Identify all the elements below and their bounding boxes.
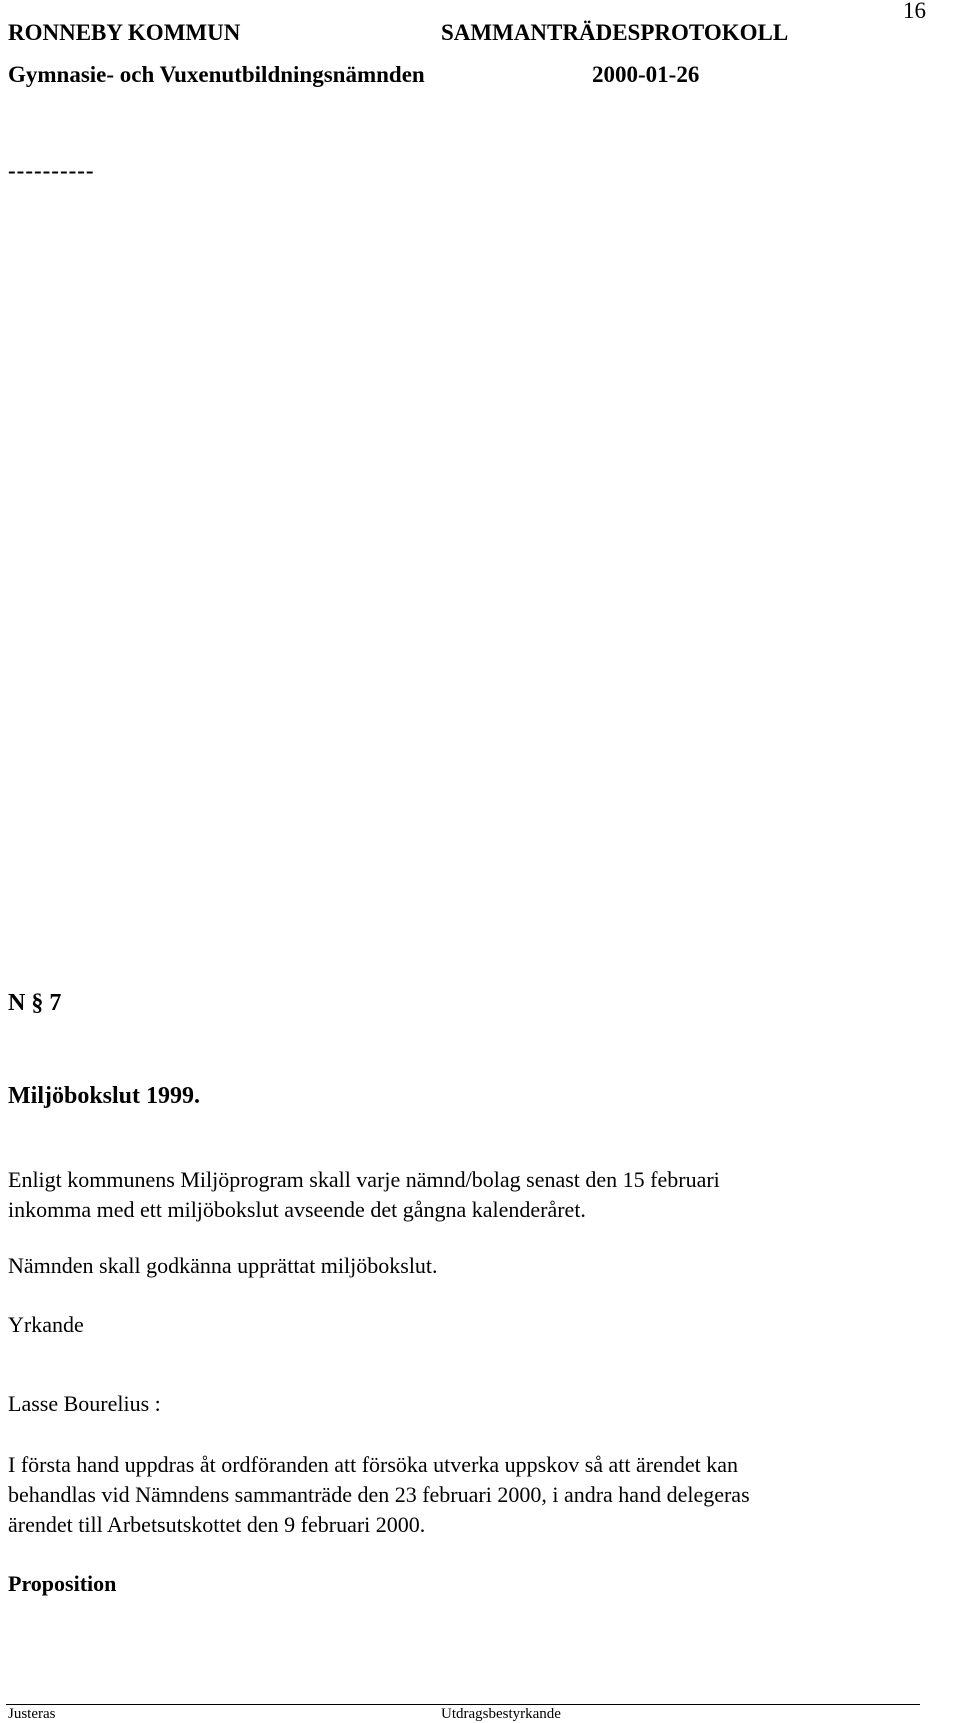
paragraph-line: inkomma med ett miljöbokslut avseende det gångna kalenderåret. xyxy=(8,1197,586,1222)
municipality-name: RONNEBY KOMMUN xyxy=(8,20,241,45)
paragraph-line: behandlas vid Nämndens sammanträde den 23 februari 2000, i andra hand delegeras xyxy=(8,1482,750,1507)
paragraph-approval: Nämnden skall godkänna upprättat miljöbokslut. xyxy=(8,1253,438,1278)
footer-rule xyxy=(6,1704,920,1705)
speaker-name: Lasse Bourelius : xyxy=(8,1391,161,1416)
footer-utdragsbestyrkande-label: Utdragsbestyrkande xyxy=(441,1706,561,1722)
paragraph-line: Enligt kommunens Miljöprogram skall varje nämnd/bolag senast den 15 februari xyxy=(8,1167,720,1192)
committee-name: Gymnasie- och Vuxenutbildningsnämnden xyxy=(8,62,425,87)
section-title: Miljöbokslut 1999. xyxy=(8,1083,201,1109)
paragraph-line: ärendet till Arbetsutskottet den 9 februari 2000. xyxy=(8,1512,426,1537)
footer-justeras-label: Justeras xyxy=(8,1706,56,1722)
section-number: N § 7 xyxy=(8,990,62,1016)
proposition-heading: Proposition xyxy=(8,1571,117,1596)
yrkande-heading: Yrkande xyxy=(8,1312,84,1337)
separator-dashes: ---------- xyxy=(8,158,95,183)
page-number: 16 xyxy=(903,0,926,23)
document-type: SAMMANTRÄDESPROTOKOLL xyxy=(441,20,789,45)
paragraph-requirement xyxy=(8,1165,938,1225)
paragraph-proposal xyxy=(8,1450,938,1540)
meeting-date: 2000-01-26 xyxy=(592,62,700,87)
paragraph-line: I första hand uppdras åt ordföranden att försöka utverka uppskov så att ärendet kan xyxy=(8,1452,739,1477)
